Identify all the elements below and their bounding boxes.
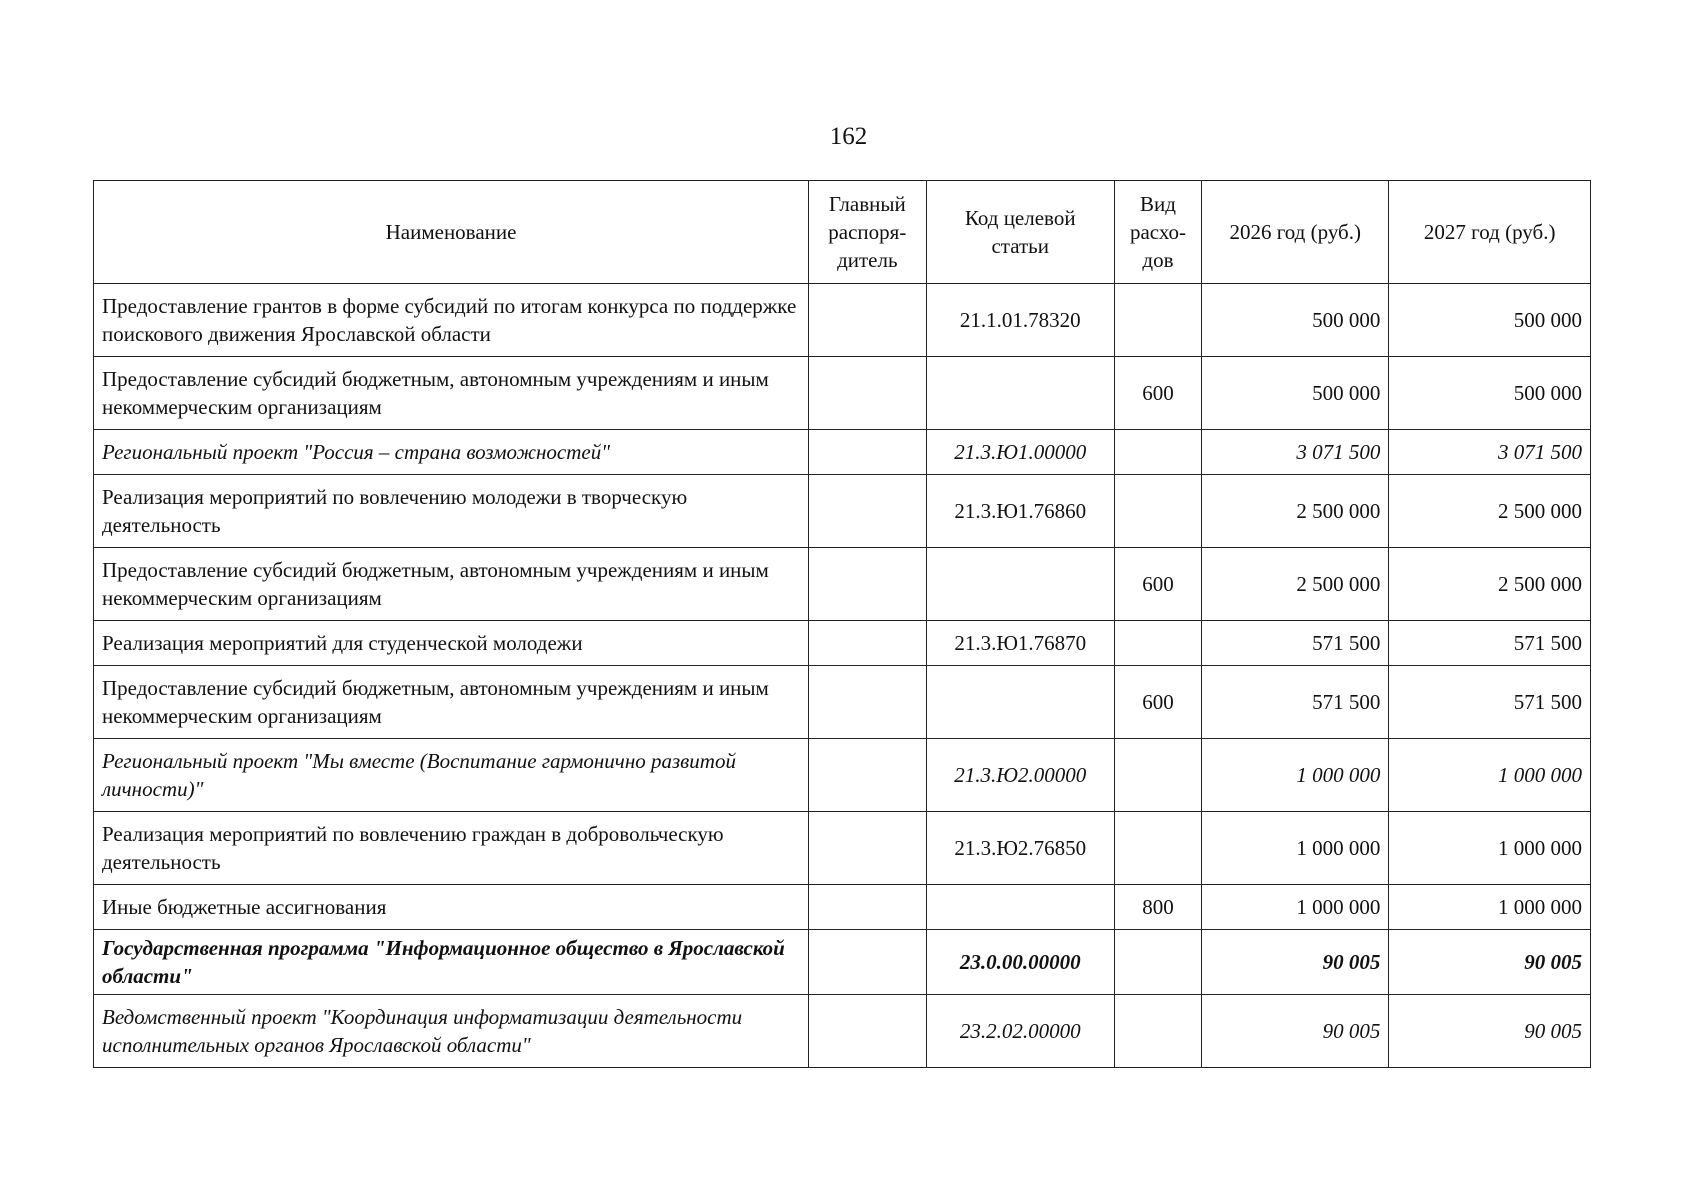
table-row: [94, 995, 1591, 1068]
row-type: [1114, 284, 1201, 357]
table-row: [94, 666, 1591, 739]
row-2026: 90 005: [1202, 995, 1389, 1068]
row-type: 600: [1114, 548, 1201, 621]
row-type: [1114, 995, 1201, 1068]
row-type: [1114, 812, 1201, 885]
row-2026: 1 000 000: [1202, 812, 1389, 885]
row-2027: 2 500 000: [1389, 475, 1591, 548]
row-admin: [809, 548, 926, 621]
table-row: [94, 475, 1591, 548]
row-2027: 1 000 000: [1389, 885, 1591, 930]
row-code: 21.3.Ю1.00000: [926, 430, 1114, 475]
row-2026: 2 500 000: [1202, 475, 1389, 548]
table-row: [94, 357, 1591, 430]
row-code: 21.3.Ю1.76870: [926, 621, 1114, 666]
row-code: 23.0.00.00000: [926, 930, 1114, 995]
table-row: [94, 739, 1591, 812]
row-name: Реализация мероприятий по вовлечению граждан в добровольческую деятельность: [94, 812, 809, 885]
table-row: [94, 885, 1591, 930]
row-code: [926, 548, 1114, 621]
row-name: Предоставление субсидий бюджетным, автономным учреждениям и иным некоммерческим организациям: [94, 357, 809, 430]
row-2026: 1 000 000: [1202, 739, 1389, 812]
row-2027: 90 005: [1389, 930, 1591, 995]
budget-table: [93, 180, 1591, 1068]
row-code: 21.3.Ю2.00000: [926, 739, 1114, 812]
row-2027: 571 500: [1389, 621, 1591, 666]
row-type: [1114, 430, 1201, 475]
table-row: [94, 621, 1591, 666]
row-admin: [809, 930, 926, 995]
row-2027: 500 000: [1389, 284, 1591, 357]
row-2026: 571 500: [1202, 621, 1389, 666]
row-2027: 3 071 500: [1389, 430, 1591, 475]
header-admin: Главный распоря- дитель: [809, 181, 926, 284]
row-type: [1114, 621, 1201, 666]
row-2026: 500 000: [1202, 357, 1389, 430]
row-admin: [809, 666, 926, 739]
row-2026: 500 000: [1202, 284, 1389, 357]
row-admin: [809, 284, 926, 357]
row-name: Реализация мероприятий по вовлечению молодежи в творческую деятельность: [94, 475, 809, 548]
row-2027: 571 500: [1389, 666, 1591, 739]
row-2026: 2 500 000: [1202, 548, 1389, 621]
row-type: 600: [1114, 357, 1201, 430]
row-type: [1114, 739, 1201, 812]
row-name: Ведомственный проект "Координация информатизации деятельности исполнительных органов Ярославской области": [94, 995, 809, 1068]
row-name: Региональный проект "Мы вместе (Воспитание гармонично развитой личности)": [94, 739, 809, 812]
row-type: 800: [1114, 885, 1201, 930]
row-code: 23.2.02.00000: [926, 995, 1114, 1068]
row-2027: 1 000 000: [1389, 812, 1591, 885]
table-row: [94, 430, 1591, 475]
row-admin: [809, 430, 926, 475]
table-row: [94, 930, 1591, 995]
row-name: Предоставление субсидий бюджетным, автономным учреждениям и иным некоммерческим организациям: [94, 666, 809, 739]
row-type: [1114, 930, 1201, 995]
row-2027: 2 500 000: [1389, 548, 1591, 621]
table-row: [94, 284, 1591, 357]
row-name: Государственная программа "Информационное общество в Ярославской области": [94, 930, 809, 995]
table-row: [94, 548, 1591, 621]
table-header-row: [94, 181, 1591, 284]
row-name: Предоставление грантов в форме субсидий по итогам конкурса по поддержке поискового движения Ярославской области: [94, 284, 809, 357]
header-2026: 2026 год (руб.): [1202, 181, 1389, 284]
row-code: 21.1.01.78320: [926, 284, 1114, 357]
table-row: [94, 812, 1591, 885]
row-code: [926, 357, 1114, 430]
row-admin: [809, 995, 926, 1068]
row-2027: 90 005: [1389, 995, 1591, 1068]
header-code: Код целевой статьи: [926, 181, 1114, 284]
row-code: 21.3.Ю2.76850: [926, 812, 1114, 885]
header-name: Наименование: [94, 181, 809, 284]
row-admin: [809, 739, 926, 812]
header-type: Вид расхо- дов: [1114, 181, 1201, 284]
page-number: 162: [829, 123, 868, 150]
row-admin: [809, 475, 926, 548]
row-2027: 1 000 000: [1389, 739, 1591, 812]
row-type: [1114, 475, 1201, 548]
header-2027: 2027 год (руб.): [1389, 181, 1591, 284]
row-code: 21.3.Ю1.76860: [926, 475, 1114, 548]
row-2026: 3 071 500: [1202, 430, 1389, 475]
row-admin: [809, 885, 926, 930]
row-2026: 90 005: [1202, 930, 1389, 995]
row-name: Реализация мероприятий для студенческой молодежи: [94, 621, 809, 666]
row-admin: [809, 621, 926, 666]
row-2026: 1 000 000: [1202, 885, 1389, 930]
row-name: Иные бюджетные ассигнования: [94, 885, 809, 930]
row-admin: [809, 357, 926, 430]
row-code: [926, 885, 1114, 930]
row-2027: 500 000: [1389, 357, 1591, 430]
row-type: 600: [1114, 666, 1201, 739]
row-code: [926, 666, 1114, 739]
row-admin: [809, 812, 926, 885]
row-2026: 571 500: [1202, 666, 1389, 739]
row-name: Региональный проект "Россия – страна возможностей": [94, 430, 809, 475]
row-name: Предоставление субсидий бюджетным, автономным учреждениям и иным некоммерческим организациям: [94, 548, 809, 621]
